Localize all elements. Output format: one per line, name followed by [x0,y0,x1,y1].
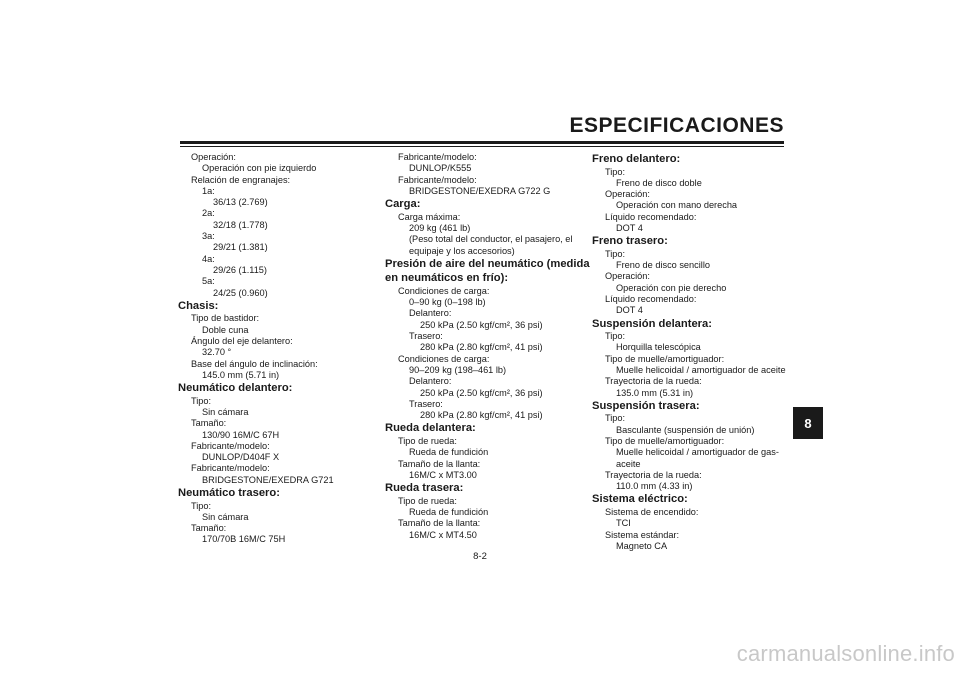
spec-line: Líquido recomendado: [605,293,697,304]
spec-line: Relación de engranajes: [191,174,291,185]
chapter-tab[interactable]: 8 [793,407,823,439]
watermark: carmanualsonline.info [736,641,955,666]
section-heading: Suspensión trasera: [592,399,700,412]
spec-line: Sistema estándar: [605,529,680,540]
spec-line: BRIDGESTONE/EXEDRA G722 G [409,185,551,196]
spec-line: 130/90 16M/C 67H [202,429,280,440]
spec-line: 16M/C x MT3.00 [409,469,477,480]
spec-line: Fabricante/modelo: [398,152,477,162]
spec-line: 3a: [202,231,215,242]
section-heading: Chasis: [178,299,219,312]
spec-line: Operación: [605,189,650,200]
spec-line: 16M/C x MT4.50 [409,529,477,540]
spec-line: 90–209 kg (198–461 lb) [409,364,507,375]
spec-line: 29/21 (1.381) [213,242,268,253]
spec-line: 135.0 mm (5.31 in) [616,387,694,398]
spec-line: Freno de disco doble [616,177,702,188]
spec-line: 32/18 (1.778) [213,219,268,230]
spec-line: 32.70 ° [202,347,232,358]
spec-line: Sin cámara [202,406,249,417]
spec-line: Fabricante/modelo: [191,440,270,451]
spec-line: Líquido recomendado: [605,211,697,222]
spec-line: Operación con mano derecha [616,200,738,211]
spec-line: 24/25 (0.960) [213,287,268,298]
spec-line: Fabricante/modelo: [398,174,477,185]
spec-line: 29/26 (1.115) [213,264,267,275]
spec-line: Tipo: [191,500,212,511]
spec-line: 170/70B 16M/C 75H [202,534,286,545]
spec-line: Base del ángulo de inclinación: [191,358,318,369]
spec-line: Fabricante/modelo: [191,463,270,474]
spec-line: Delantero: [409,308,452,319]
spec-line: Rueda de fundición [409,447,489,458]
spec-line: Sin cámara [202,511,249,522]
spec-line: Tipo de rueda: [398,435,457,446]
spec-line: Magneto CA [616,540,668,551]
spec-line: Tipo de bastidor: [191,313,260,324]
spec-line: DOT 4 [616,305,643,316]
spec-line: 0–90 kg (0–198 lb) [409,297,486,308]
spec-line: 280 kPa (2.80 kgf/cm², 41 psi) [420,410,543,421]
spec-line: DUNLOP/K555 [409,163,472,174]
spec-line: Basculante (suspensión de unión) [616,424,755,435]
spec-line: (Peso total del conductor, el pasajero, el [409,234,573,245]
spec-line: equipaje y los accesorios) [409,245,515,256]
section-heading: Freno trasero: [592,235,668,248]
spec-line: Tipo de muelle/amortiguador: [605,435,725,446]
section-heading: Rueda trasera: [385,482,464,495]
spec-column-2 [385,152,590,541]
spec-line: Horquilla telescópica [616,342,701,353]
header-rule-thin [180,146,784,147]
spec-line: Operación con pie izquierdo [202,163,317,174]
spec-line: Freno de disco sencillo [616,260,710,271]
section-heading: en neumáticos en frío): [385,272,509,285]
spec-line: Sistema de encendido: [605,506,699,517]
spec-line: Carga máxima: [398,211,461,222]
spec-line: Tipo de muelle/amortiguador: [605,353,725,364]
spec-line: 2a: [202,208,215,219]
section-heading: Freno delantero: [592,153,681,165]
spec-line: Trayectoria de la rueda: [605,376,702,387]
spec-line: 36/13 (2.769) [213,197,268,208]
section-heading: Neumático delantero: [178,382,293,395]
spec-line: Tamaño de la llanta: [398,458,481,469]
spec-line: DUNLOP/D404F X [202,452,280,463]
spec-line: Operación: [605,271,650,282]
spec-line: Trasero: [409,331,443,342]
spec-line: TCI [616,518,631,529]
spec-line: Muelle helicoidal / amortiguador de aceite [616,364,786,375]
spec-line: 280 kPa (2.80 kgf/cm², 41 psi) [420,342,543,353]
spec-line: Operación con pie derecho [616,282,727,293]
spec-line: Trasero: [409,398,443,409]
spec-line: Tipo: [605,166,626,177]
section-heading: Sistema eléctrico: [592,493,688,506]
spec-line: 250 kPa (2.50 kgf/cm², 36 psi) [420,387,543,398]
spec-line: BRIDGESTONE/EXEDRA G721 [202,474,334,485]
page-title: ESPECIFICACIONES [569,114,784,137]
page-number: 8-2 [473,551,487,562]
spec-line: Condiciones de carga: [398,285,490,296]
section-heading: Carga: [385,198,421,211]
spec-line: Operación: [191,152,236,162]
spec-line: Tipo: [605,413,626,424]
spec-line: aceite [616,458,641,469]
spec-line: Tipo de rueda: [398,495,457,506]
spec-line: Doble cuna [202,324,249,335]
spec-line: 209 kg (461 lb) [409,222,471,233]
spec-line: Muelle helicoidal / amortiguador de gas- [616,447,779,458]
spec-line: Tamaño de la llanta: [398,518,481,529]
spec-line: Rueda de fundición [409,506,489,517]
spec-line: Ángulo del eje delantero: [191,335,293,346]
spec-line: Delantero: [409,376,452,387]
section-heading: Rueda delantera: [385,422,476,435]
spec-line: Tipo: [191,395,212,406]
header-rule-thick [180,141,784,144]
section-heading: Presión de aire del neumático (medida [385,257,590,270]
spec-column-3 [592,152,787,552]
spec-line: DOT 4 [616,222,643,233]
spec-line: 145.0 mm (5.71 in) [202,369,280,380]
spec-line: Tamaño: [191,523,227,534]
spec-line: 5a: [202,276,215,287]
section-heading: Suspensión delantera: [592,317,712,330]
spec-column-1 [178,152,368,546]
spec-line: 4a: [202,253,215,264]
spec-line: 1a: [202,185,215,196]
spec-line: Trayectoria de la rueda: [605,469,702,480]
spec-line: Condiciones de carga: [398,353,490,364]
spec-line: Tipo: [605,331,626,342]
spec-line: 250 kPa (2.50 kgf/cm², 36 psi) [420,319,543,330]
spec-line: 110.0 mm (4.33 in) [616,481,693,492]
section-heading: Neumático trasero: [178,487,280,500]
spec-line: Tamaño: [191,418,227,429]
spec-line: Tipo: [605,248,626,259]
